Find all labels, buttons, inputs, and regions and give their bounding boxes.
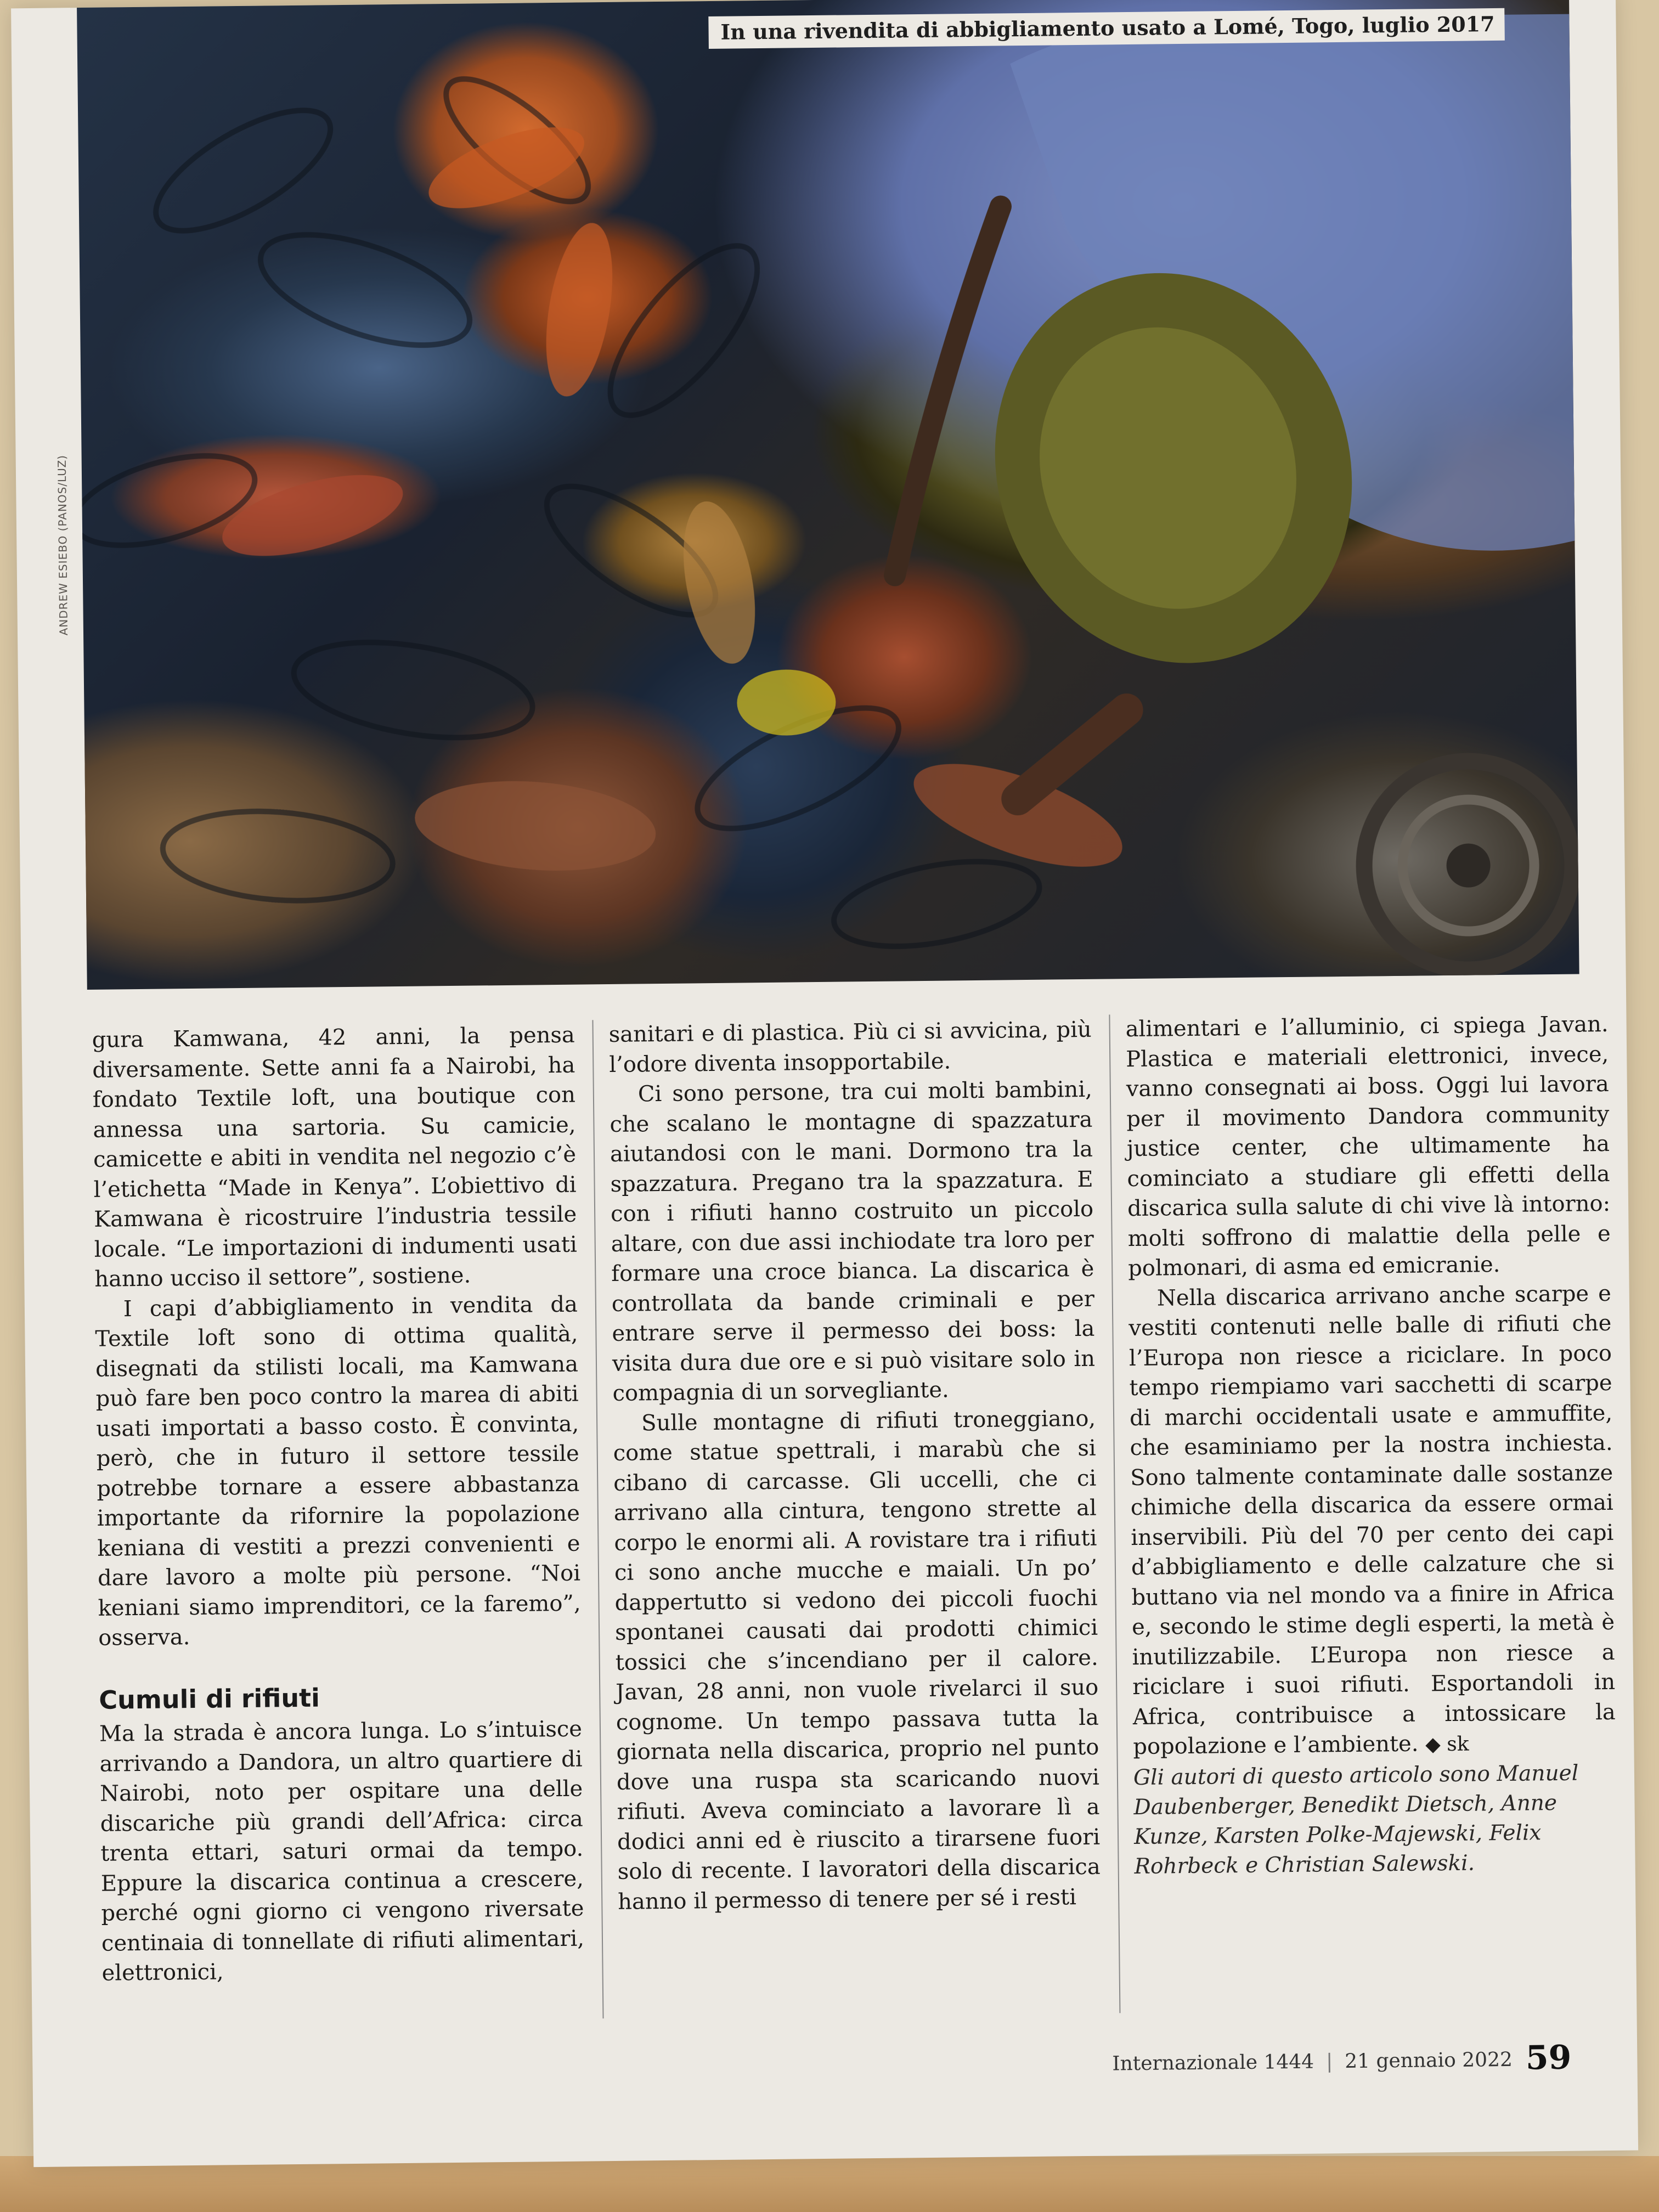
paragraph xyxy=(1128,1278,1616,1763)
issue-date: 21 gennaio 2022 xyxy=(1344,2048,1513,2073)
paragraph: Ci sono persone, tra cui molti bambini, che scalano le montagne di spazzatura aiutandosi con le mani. Dormono tra la spazzatura. Pregano tra la spazzatura. E con i rifiuti hanno costruito un piccolo altare, con due assi inchiodate tra loro per formare una croce bianca. La discarica è controllata da bande criminali e per entrare serve il permesso dei boss: la visita dura due ore e si può visitare solo in compagnia di un sorvegliante. xyxy=(610,1076,1096,1406)
authors-note: Gli autori di questo articolo sono Manuel Daubenberger, Benedikt Dietsch, Anne Kunze, Karsten Polke-Majewski, Felix Rohrbeck e Christian Salewski. xyxy=(1133,1760,1579,1879)
paragraph: I capi d’abbigliamento in vendita da Textile loft sono di ottima qualità, disegnati da stilisti locali, ma Kamwana può fare ben poco contro la marea di abiti usati importati a basso costo. È convinta, però, che in futuro il settore tessile potrebbe tornare a essere abbastanza importante da rifornire la popolazione keniana di vestiti a prezzi convenienti e dare lavoro a molte più persone. “Noi keniani siamo imprenditori, ce la faremo”, osserva. xyxy=(95,1291,581,1651)
paragraph: sanitari e di plastica. Più ci si avvicina, più l’odore diventa insopportabile. xyxy=(608,1017,1092,1077)
paragraph: alimentari e l’alluminio, ci spiega Javan. Plastica e materiali elettronici, invece, vanno consegnati ai boss. Oggi lui lavora per il movimento Dandora community justice center, che ultimamente ha cominciato a studiare gli effetti della discarica sulla salute di chi vive là intorno: molti soffrono di malattie della pelle e polmonari, di asma ed emicranie. xyxy=(1125,1011,1611,1282)
column-divider xyxy=(592,1020,603,2018)
paragraph: gura Kamwana, 42 anni, la pensa diversamente. Sette anni fa a Nairobi, ha fondato Textile loft, una boutique con annessa una sartoria. Su camicie, camicette e abiti in vendita nel negozio c’è l’etichetta “Made in Kenya”. L’obiettivo di Kamwana è ricostruire l’industria tessile locale. “Le importazioni di indumenti usati hanno ucciso il settore”, sostiene. xyxy=(92,1022,577,1292)
article-column-3 xyxy=(1125,1009,1617,1882)
photo-credit: ANDREW ESIEBO (PANOS/LUZ) xyxy=(55,454,71,636)
paragraph-text: Nella discarica arrivano anche scarpe e vestiti contenuti nelle balle di rifiuti che l’Europa non riesce a riciclare. In poco tempo riempiamo vari sacchetti di scarpe di marchi occidentali usate e ammuffite, che esaminiamo per la nostra inchiesta. Sono talmente contaminate dalle sostanze chimiche della discarica da essere ormai inservibili. Più del 70 per cento dei capi d’abbigliamento e delle calzature che si buttano via nel mondo va a finire in Africa e, secondo le stime degli esperti, la metà è inutilizzabile. L’Europa non riesce a riciclare i suoi rifiuti. Esportandoli in Africa, contribuisce a intossicare la popolazione e l’ambiente. xyxy=(1128,1280,1616,1760)
photo-caption: In una rivendita di abbigliamento usato a Lomé, Togo, luglio 2017 xyxy=(708,8,1505,49)
article-column-2 xyxy=(608,1015,1101,1917)
page-number: 59 xyxy=(1525,2038,1572,2078)
column-divider xyxy=(1109,1014,1120,2013)
magazine-issue: Internazionale 1444 xyxy=(1112,2050,1314,2075)
paragraph: Ma la strada è ancora lunga. Lo s’intuisce arrivando a Dandora, un altro quartiere di Nairobi, noto per ospitare una delle discariche più grandi dell’Africa: circa trenta ettari, saturi ormai da tempo. Eppure la discarica continua a crescere, perché ogni giorno ci vengono riversate centinaia di tonnellate di rifiuti alimentari, elettronici, xyxy=(99,1716,585,1986)
magazine-page xyxy=(11,0,1638,2167)
page-footer xyxy=(1112,2039,1572,2082)
footer-separator: | xyxy=(1325,2050,1333,2073)
paragraph: Sulle montagne di rifiuti troneggiano, come statue spettrali, i marabù che si cibano di carcasse. Gli uccelli, che ci arrivano alla cintura, tengono strette al corpo le enormi ali. A rovistare tra i rifiuti ci sono anche mucche e maiali. Un po’ dappertutto si vedono dei piccoli fuochi spontanei causati dai prodotti chimici tossici che s’incendiano per il calore. Javan, 28 anni, non vuole rivelarci il suo cognome. Un tempo passava tutta la giornata nella discarica, proprio nel punto dove una ruspa sta scaricando nuovi rifiuti. Aveva cominciato a lavorare lì a dodici anni ed è riuscito a tirarsene fuori solo di recente. I lavoratori della discarica hanno il permesso di tenere per sé i resti xyxy=(613,1406,1101,1915)
article-column-1 xyxy=(92,1020,584,1989)
end-mark: ◆ sk xyxy=(1425,1733,1469,1756)
article-photo xyxy=(77,0,1579,990)
shoe-pile-illustration xyxy=(77,0,1579,990)
section-subheading: Cumuli di rifiuti xyxy=(99,1683,320,1715)
